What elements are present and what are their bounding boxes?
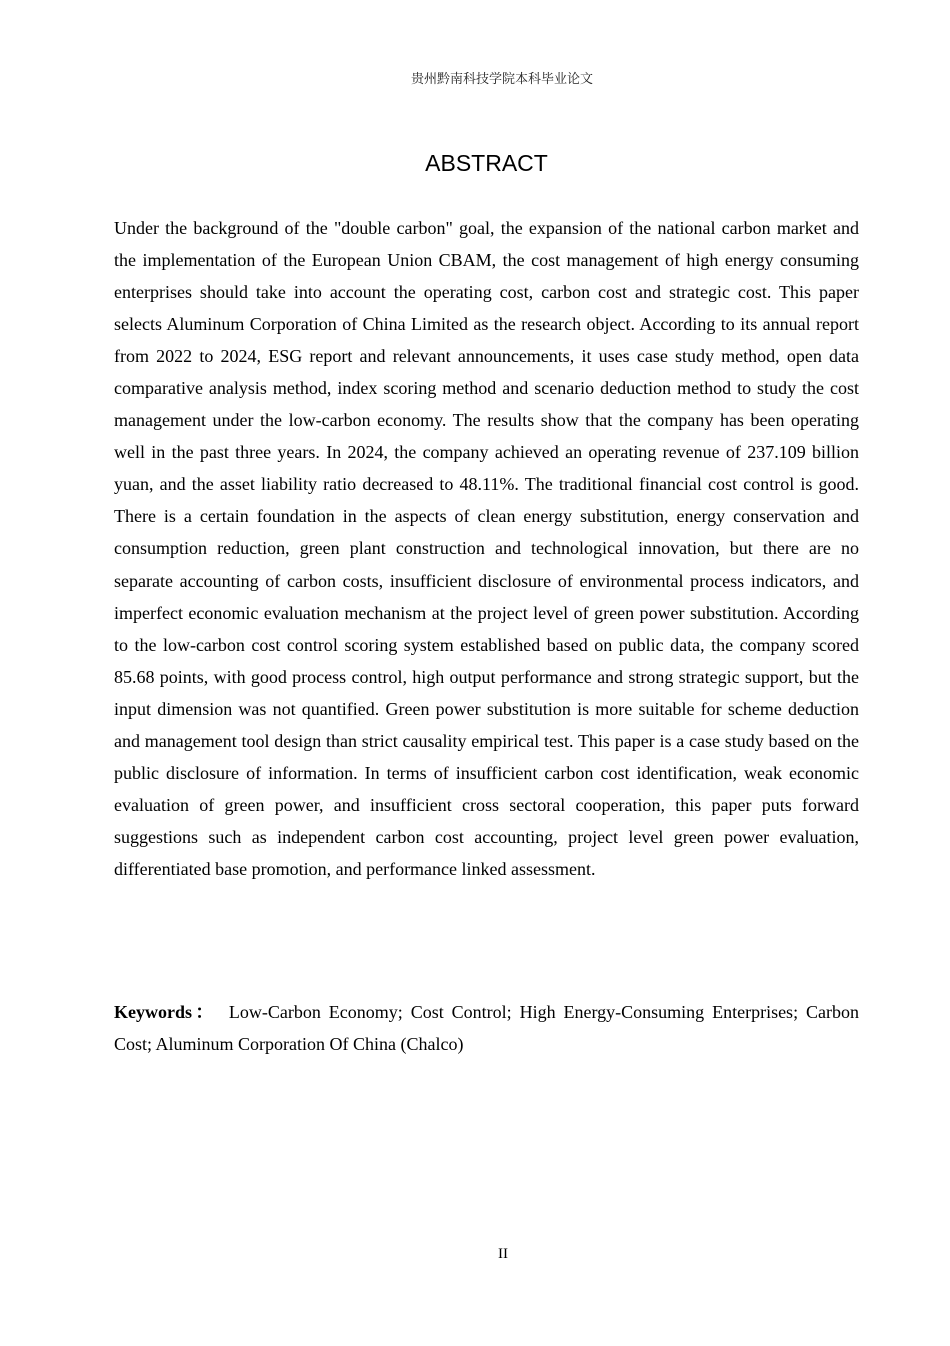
keywords-text: Low-Carbon Economy; Cost Control; High Energy-Consuming Enterprises; Carbon Cost; Aluminum Corporation Of China (Chalco) — [114, 1002, 859, 1054]
page-header: 贵州黔南科技学院本科毕业论文 — [410, 72, 593, 87]
keywords — [114, 996, 859, 1060]
keywords-label: Keywords： — [114, 1002, 217, 1022]
abstract-title: ABSTRACT — [425, 150, 548, 176]
page-number: II — [498, 1246, 508, 1262]
abstract-body: Under the background of the "double carbon" goal, the expansion of the national carbon market and the implementation of the European Union CBAM, the cost management of high energy consuming enterprises should take into account the operating cost, carbon cost and strategic cost. This paper selects Aluminum Corporation of China Limited as the research object. According to its annual report from 2022 to 2024, ESG report and relevant announcements, it uses case study method, open data comparative analysis method, index scoring method and scenario deduction method to study the cost management under the low-carbon economy. The results show that the company has been operating well in the past three years. In 2024, the company achieved an operating revenue of 237.109 billion yuan, and the asset liability ratio decreased to 48.11%. The traditional financial cost control is good. There is a certain foundation in the aspects of clean energy substitution, energy conservation and consumption reduction, green plant construction and technological innovation, but there are no separate accounting of carbon costs, insufficient disclosure of environmental process indicators, and imperfect economic evaluation mechanism at the project level of green power substitution. According to the low-carbon cost control scoring system established based on public data, the company scored 85.68 points, with good process control, high output performance and strong strategic support, but the input dimension was not quantified. Green power substitution is more suitable for scheme deduction and management tool design than strict causality empirical test. This paper is a case study based on the public disclosure of information. In terms of insufficient carbon cost identification, weak economic evaluation of green power, and insufficient cross sectoral cooperation, this paper puts forward suggestions such as independent carbon cost accounting, project level green power evaluation, differentiated base promotion, and performance linked assessment. — [114, 218, 859, 879]
